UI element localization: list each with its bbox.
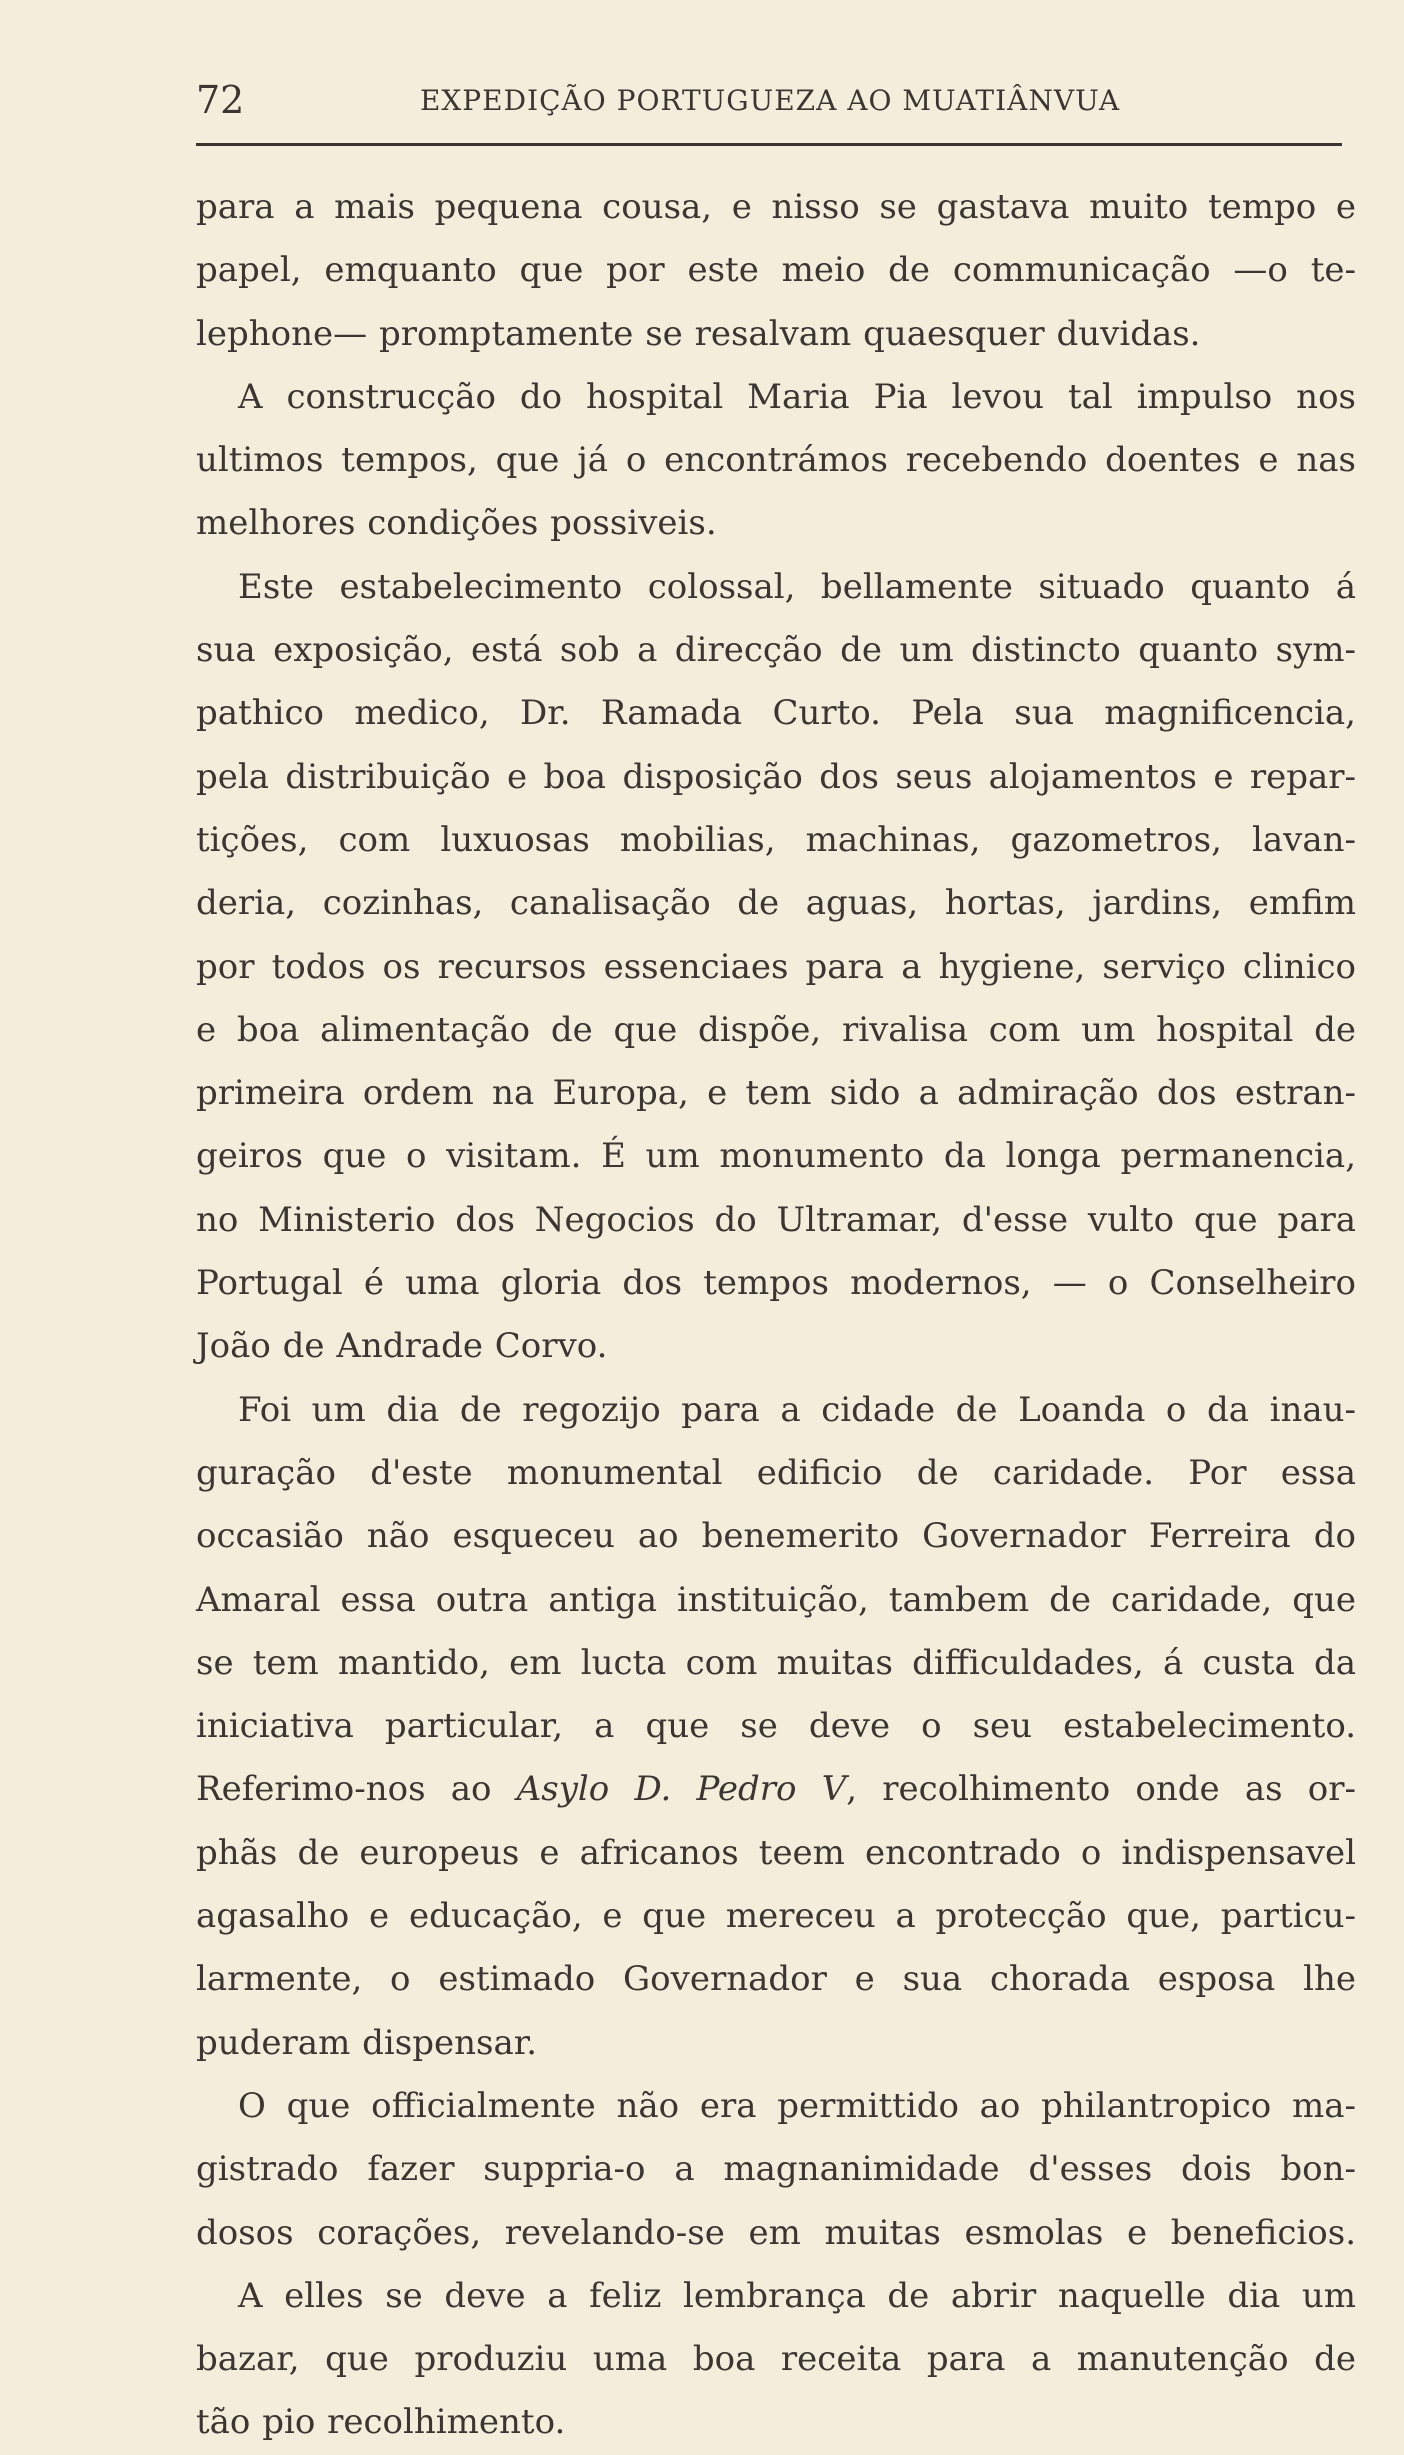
text-segment: bazar, que produziu uma boa receita para a manutenção de bbox=[196, 2339, 1356, 2380]
text-segment: tão pio recolhimento. bbox=[196, 2402, 566, 2443]
text-line bbox=[196, 2012, 1356, 2075]
text-segment: dosos corações, revelando-se em muitas esmolas e beneficios. bbox=[196, 2212, 1356, 2253]
text-line bbox=[196, 682, 1356, 745]
text-segment: se tem mantido, em lucta com muitas difficuldades, á custa da bbox=[196, 1642, 1356, 1683]
text-segment: , recolhimento onde as or- bbox=[846, 1769, 1356, 1810]
text-segment: por todos os recursos essenciaes para a hygiene, serviço clinico bbox=[196, 946, 1356, 987]
text-segment: agasalho e educação, e que mereceu a protecção que, particu- bbox=[196, 1896, 1356, 1937]
text-line bbox=[196, 239, 1356, 302]
text-line bbox=[196, 366, 1356, 429]
text-line bbox=[196, 2391, 1356, 2454]
text-line bbox=[196, 176, 1356, 239]
text-line bbox=[196, 303, 1356, 366]
text-segment: Foi um dia de regozijo para a cidade de Loanda o da inau- bbox=[238, 1389, 1356, 1430]
text-segment: iniciativa particular, a que se deve o seu estabelecimento. bbox=[196, 1706, 1356, 1747]
text-segment: occasião não esqueceu ao benemerito Governador Ferreira do bbox=[196, 1516, 1356, 1557]
body-text bbox=[196, 176, 1356, 2455]
text-line bbox=[196, 1252, 1356, 1315]
text-line bbox=[196, 1189, 1356, 1252]
text-line bbox=[196, 1822, 1356, 1885]
text-segment: larmente, o estimado Governador e sua chorada esposa lhe bbox=[196, 1959, 1356, 2000]
text-segment: para a mais pequena cousa, e nisso se gastava muito tempo e bbox=[196, 187, 1356, 227]
text-segment: Referimo-nos ao bbox=[196, 1769, 517, 1810]
text-line bbox=[196, 1315, 1356, 1378]
text-segment: O que officialmente não era permittido ao philantropico ma- bbox=[238, 2085, 1356, 2126]
text-line bbox=[196, 2138, 1356, 2201]
text-segment: Portugal é uma gloria dos tempos modernos, — o Conselheiro bbox=[196, 1263, 1356, 1304]
header-rule bbox=[196, 143, 1342, 146]
text-segment: tições, com luxuosas mobilias, machinas, gazometros, lavan- bbox=[196, 819, 1356, 860]
text-line bbox=[196, 556, 1356, 619]
text-segment: A construcção do hospital Maria Pia levou tal impulso nos bbox=[238, 376, 1356, 417]
text-line bbox=[196, 2328, 1356, 2391]
text-segment: João de Andrade Corvo. bbox=[196, 1326, 608, 1367]
text-line bbox=[196, 1125, 1356, 1188]
text-segment: ultimos tempos, que já o encontrámos recebendo doentes e nas bbox=[196, 440, 1356, 481]
text-line bbox=[196, 1569, 1356, 1632]
text-segment: sua exposição, está sob a direcção de um distincto quanto sym- bbox=[196, 630, 1356, 671]
text-line bbox=[196, 619, 1356, 682]
text-segment: guração d'este monumental edificio de caridade. Por essa bbox=[196, 1452, 1356, 1493]
text-line bbox=[196, 999, 1356, 1062]
text-segment: phãs de europeus e africanos teem encontrado o indispensavel bbox=[196, 1832, 1356, 1873]
text-line bbox=[196, 809, 1356, 872]
text-segment: melhores condições possiveis. bbox=[196, 503, 717, 544]
text-line bbox=[196, 1379, 1356, 1442]
text-segment: pela distribuição e boa disposição dos seus alojamentos e repar- bbox=[196, 756, 1356, 797]
text-line bbox=[196, 2075, 1356, 2138]
text-segment: geiros que o visitam. É um monumento da longa permanencia, bbox=[196, 1136, 1356, 1177]
italic-text: Asylo D. Pedro V bbox=[516, 1769, 847, 1810]
text-line bbox=[196, 1442, 1356, 1505]
text-segment: deria, cozinhas, canalisação de aguas, hortas, jardins, emfim bbox=[196, 883, 1356, 924]
text-segment: lephone— promptamente se resalvam quaesquer duvidas. bbox=[196, 313, 1201, 354]
text-line bbox=[196, 1632, 1356, 1695]
text-segment: Amaral essa outra antiga instituição, tambem de caridade, que bbox=[196, 1579, 1356, 1620]
text-segment: primeira ordem na Europa, e tem sido a admiração dos estran- bbox=[196, 1073, 1356, 1114]
text-line bbox=[196, 2265, 1356, 2328]
text-line bbox=[196, 1948, 1356, 2011]
text-line bbox=[196, 872, 1356, 935]
text-segment: e boa alimentação de que dispõe, rivalisa com um hospital de bbox=[196, 1009, 1356, 1050]
text-line bbox=[196, 429, 1356, 492]
text-segment: no Ministerio dos Negocios do Ultramar, d'esse vulto que para bbox=[196, 1199, 1356, 1240]
text-segment: gistrado fazer suppria-o a magnanimidade d'esses dois bon- bbox=[196, 2149, 1356, 2190]
text-segment: papel, emquanto que por este meio de communicação —o te- bbox=[196, 250, 1356, 291]
text-line bbox=[196, 1695, 1356, 1758]
text-line bbox=[196, 936, 1356, 999]
text-line bbox=[196, 1505, 1356, 1568]
text-line bbox=[196, 1062, 1356, 1125]
page-number: 72 bbox=[196, 78, 245, 122]
text-segment: A elles se deve a feliz lembrança de abrir naquelle dia um bbox=[238, 2275, 1356, 2316]
text-line bbox=[196, 1758, 1356, 1821]
text-line bbox=[196, 1885, 1356, 1948]
text-segment: puderam dispensar. bbox=[196, 2022, 538, 2063]
running-title: EXPEDIÇÃO PORTUGUEZA AO MUATIÂNVUA bbox=[419, 84, 1121, 117]
text-line bbox=[196, 746, 1356, 809]
text-line bbox=[196, 492, 1356, 555]
text-segment: pathico medico, Dr. Ramada Curto. Pela sua magnificencia, bbox=[196, 693, 1356, 734]
text-line bbox=[196, 2202, 1356, 2265]
text-segment: Este estabelecimento colossal, bellamente situado quanto á bbox=[238, 566, 1356, 607]
